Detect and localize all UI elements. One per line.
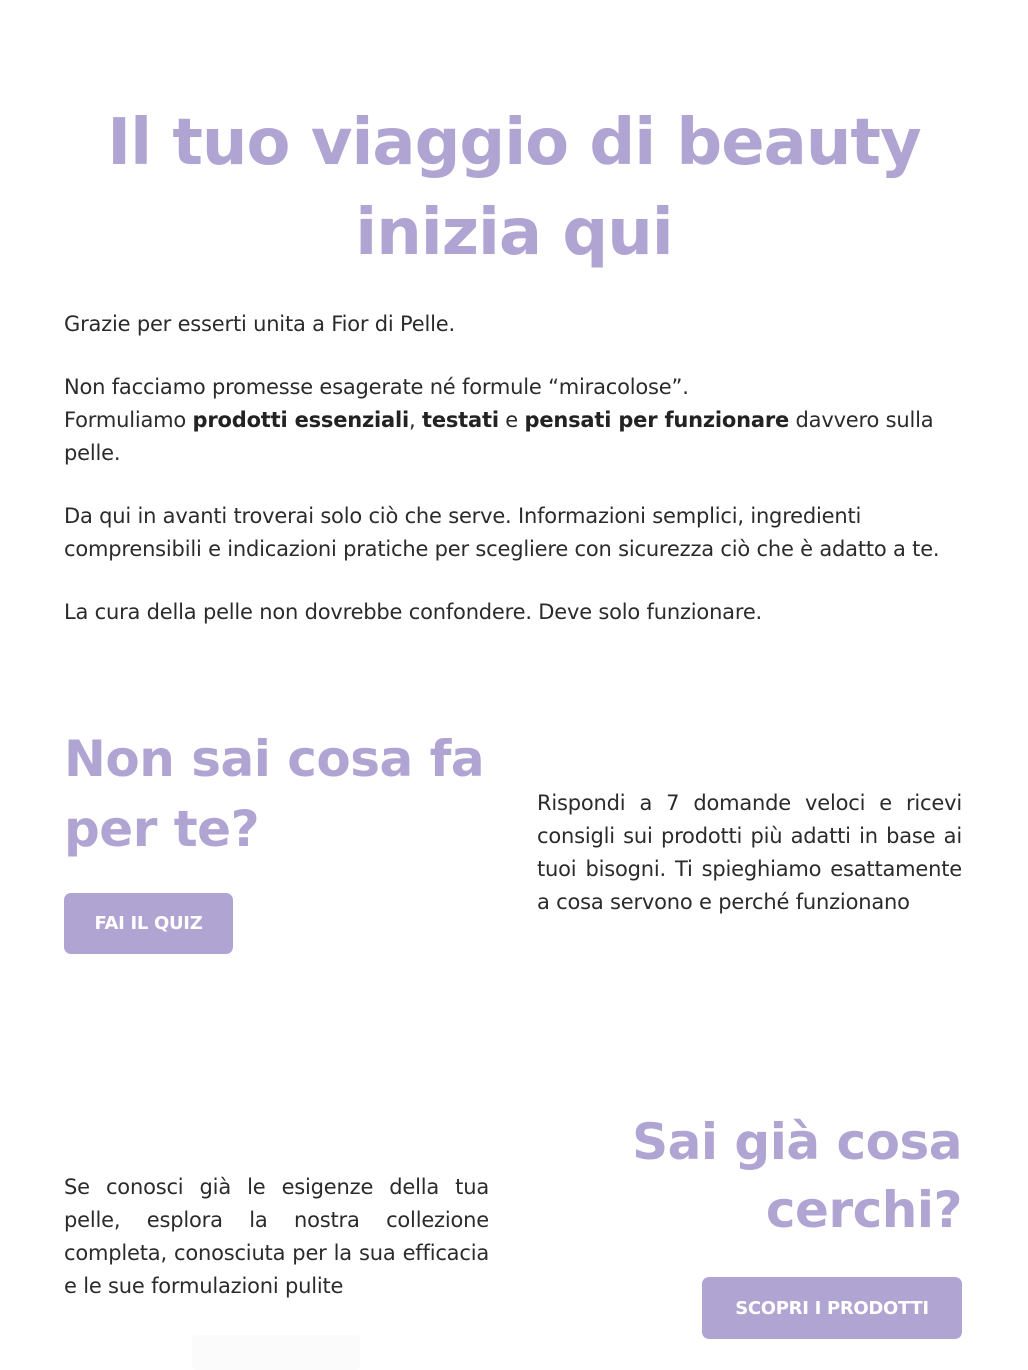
- quiz-heading: Non sai cosa fa per te?: [64, 730, 485, 858]
- intro-paragraph-info: Da qui in avanti troverai solo ciò che serve. Informazioni semplici, ingredienti comprensibili e indicazioni pratiche per scegliere con sicurezza ciò che è adatto a te.: [64, 504, 940, 561]
- intro-section: [64, 308, 964, 659]
- bold-designed: pensati per funzionare: [524, 408, 790, 432]
- products-heading: Sai già cosa cerchi?: [632, 1113, 962, 1239]
- intro-paragraph-promise: [64, 371, 964, 470]
- promise-prefix: Formuliamo: [64, 408, 193, 432]
- bold-essential: prodotti essenziali: [192, 408, 410, 432]
- promise-suffix: davvero sulla pelle.: [64, 408, 934, 465]
- intro-paragraph-closing: La cura della pelle non dovrebbe confondere. Deve solo funzionare.: [64, 600, 763, 624]
- separator: e: [498, 408, 525, 432]
- discover-products-button[interactable]: SCOPRI I PRODOTTI: [702, 1277, 962, 1339]
- hero-title: Il tuo viaggio di beauty inizia qui: [107, 106, 921, 270]
- faded-placeholder: [192, 1335, 360, 1370]
- bold-tested: testati: [421, 408, 499, 432]
- separator: ,: [409, 408, 422, 432]
- quiz-description: Rispondi a 7 domande veloci e ricevi consigli sui prodotti più adatti in base ai tuoi bisogni. Ti spieghiamo esattamente a cosa servono e perché funzionano: [537, 791, 962, 914]
- intro-paragraph-thanks: Grazie per esserti unita a Fior di Pelle.: [64, 312, 455, 336]
- products-description: Se conosci già le esigenze della tua pelle, esplora la nostra collezione completa, conosciuta per la sua efficacia e le sue formulazioni pulite: [64, 1175, 489, 1298]
- promise-line: Non facciamo promesse esagerate né formule “miracolose”.: [64, 375, 689, 399]
- take-quiz-button[interactable]: FAI IL QUIZ: [64, 893, 233, 954]
